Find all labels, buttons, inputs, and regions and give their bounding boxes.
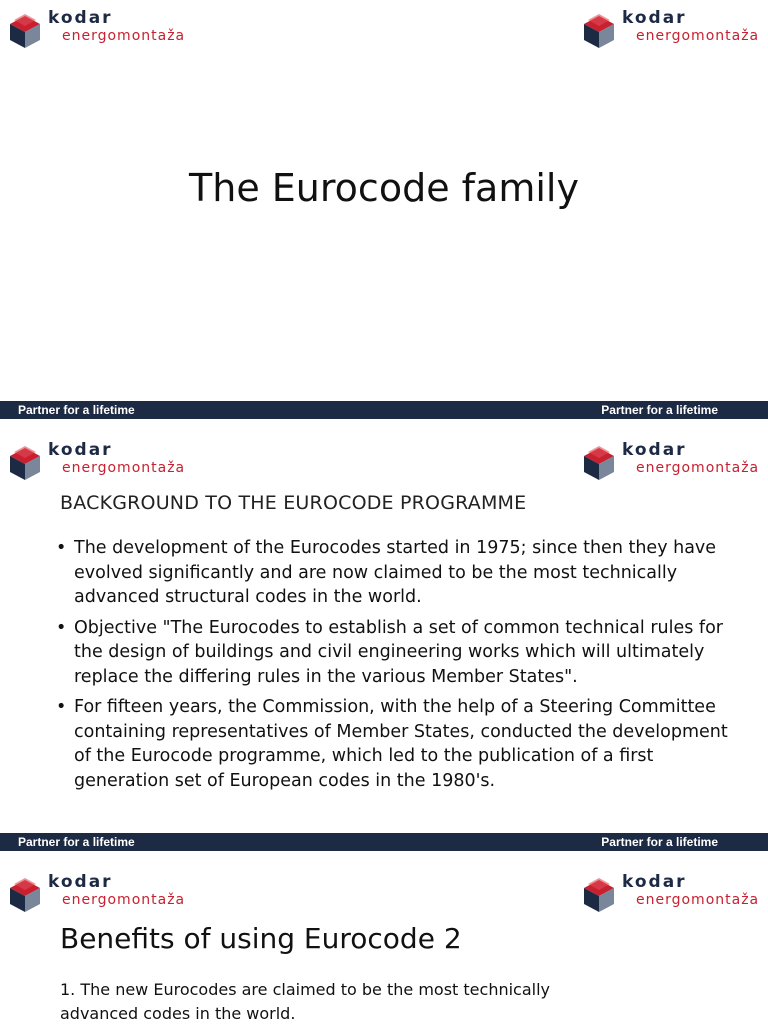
brand-subtitle: energomontaža xyxy=(636,28,760,44)
company-logo xyxy=(8,438,198,482)
company-logo xyxy=(582,438,768,482)
footer-bar xyxy=(0,833,768,851)
footer-tagline-left: Partner for a lifetime xyxy=(18,403,135,417)
slide-2 xyxy=(0,432,768,864)
company-logo xyxy=(8,870,198,914)
footer-tagline-right: Partner for a lifetime xyxy=(601,835,718,849)
slide-heading: Benefits of using Eurocode 2 xyxy=(60,922,462,955)
company-logo xyxy=(582,6,768,50)
bullet-text: Objective "The Eurocodes to establish a set of common technical rules for the design of buildings and civil engineering works which will ultimately replace the differing rules in the various Member States". xyxy=(74,617,723,687)
brand-name: kodar xyxy=(48,8,113,28)
footer-tagline-left: Partner for a lifetime xyxy=(18,835,135,849)
brand-subtitle: energomontaža xyxy=(62,460,186,476)
bullet-icon: • xyxy=(56,697,67,717)
list-item xyxy=(56,616,736,690)
company-logo-icon xyxy=(582,874,616,914)
company-logo-icon xyxy=(8,10,42,50)
brand-name: kodar xyxy=(622,872,687,892)
bullet-icon: • xyxy=(56,617,67,638)
slide-body-text: 1. The new Eurocodes are claimed to be the most technically advanced codes in the world. xyxy=(60,980,550,1023)
slide-1 xyxy=(0,0,768,432)
brand-subtitle: energomontaža xyxy=(62,892,186,908)
footer-bar xyxy=(0,401,768,419)
list-item xyxy=(56,695,736,793)
bullet-text: For fifteen years, the Commission, with the help of a Steering Committee containing representatives of Member States, conducted the development of the Eurocode programme, which led to the publication of a first generation set of European codes in the 1980's. xyxy=(74,697,728,791)
brand-subtitle: energomontaža xyxy=(62,28,186,44)
company-logo-icon xyxy=(582,442,616,482)
brand-name: kodar xyxy=(622,440,687,460)
slide-heading: BACKGROUND TO THE EUROCODE PROGRAMME xyxy=(60,492,527,514)
slide-title: The Eurocode family xyxy=(189,166,579,210)
brand-name: kodar xyxy=(622,8,687,28)
slide-3 xyxy=(0,864,768,1024)
company-logo-icon xyxy=(8,874,42,914)
bullet-text: The development of the Eurocodes started in 1975; since then they have evolved significantly and are now claimed to be the most technically advanced structural codes in the world. xyxy=(74,538,717,607)
company-logo-icon xyxy=(582,10,616,50)
company-logo-icon xyxy=(8,442,42,482)
brand-name: kodar xyxy=(48,872,113,892)
company-logo xyxy=(582,870,768,914)
footer-tagline-right: Partner for a lifetime xyxy=(601,403,718,417)
bullet-list xyxy=(56,536,736,799)
brand-subtitle: energomontaža xyxy=(636,892,760,908)
bullet-icon: • xyxy=(56,538,67,558)
list-item xyxy=(56,536,736,610)
company-logo xyxy=(8,6,198,50)
brand-name: kodar xyxy=(48,440,113,460)
brand-subtitle: energomontaža xyxy=(636,460,760,476)
